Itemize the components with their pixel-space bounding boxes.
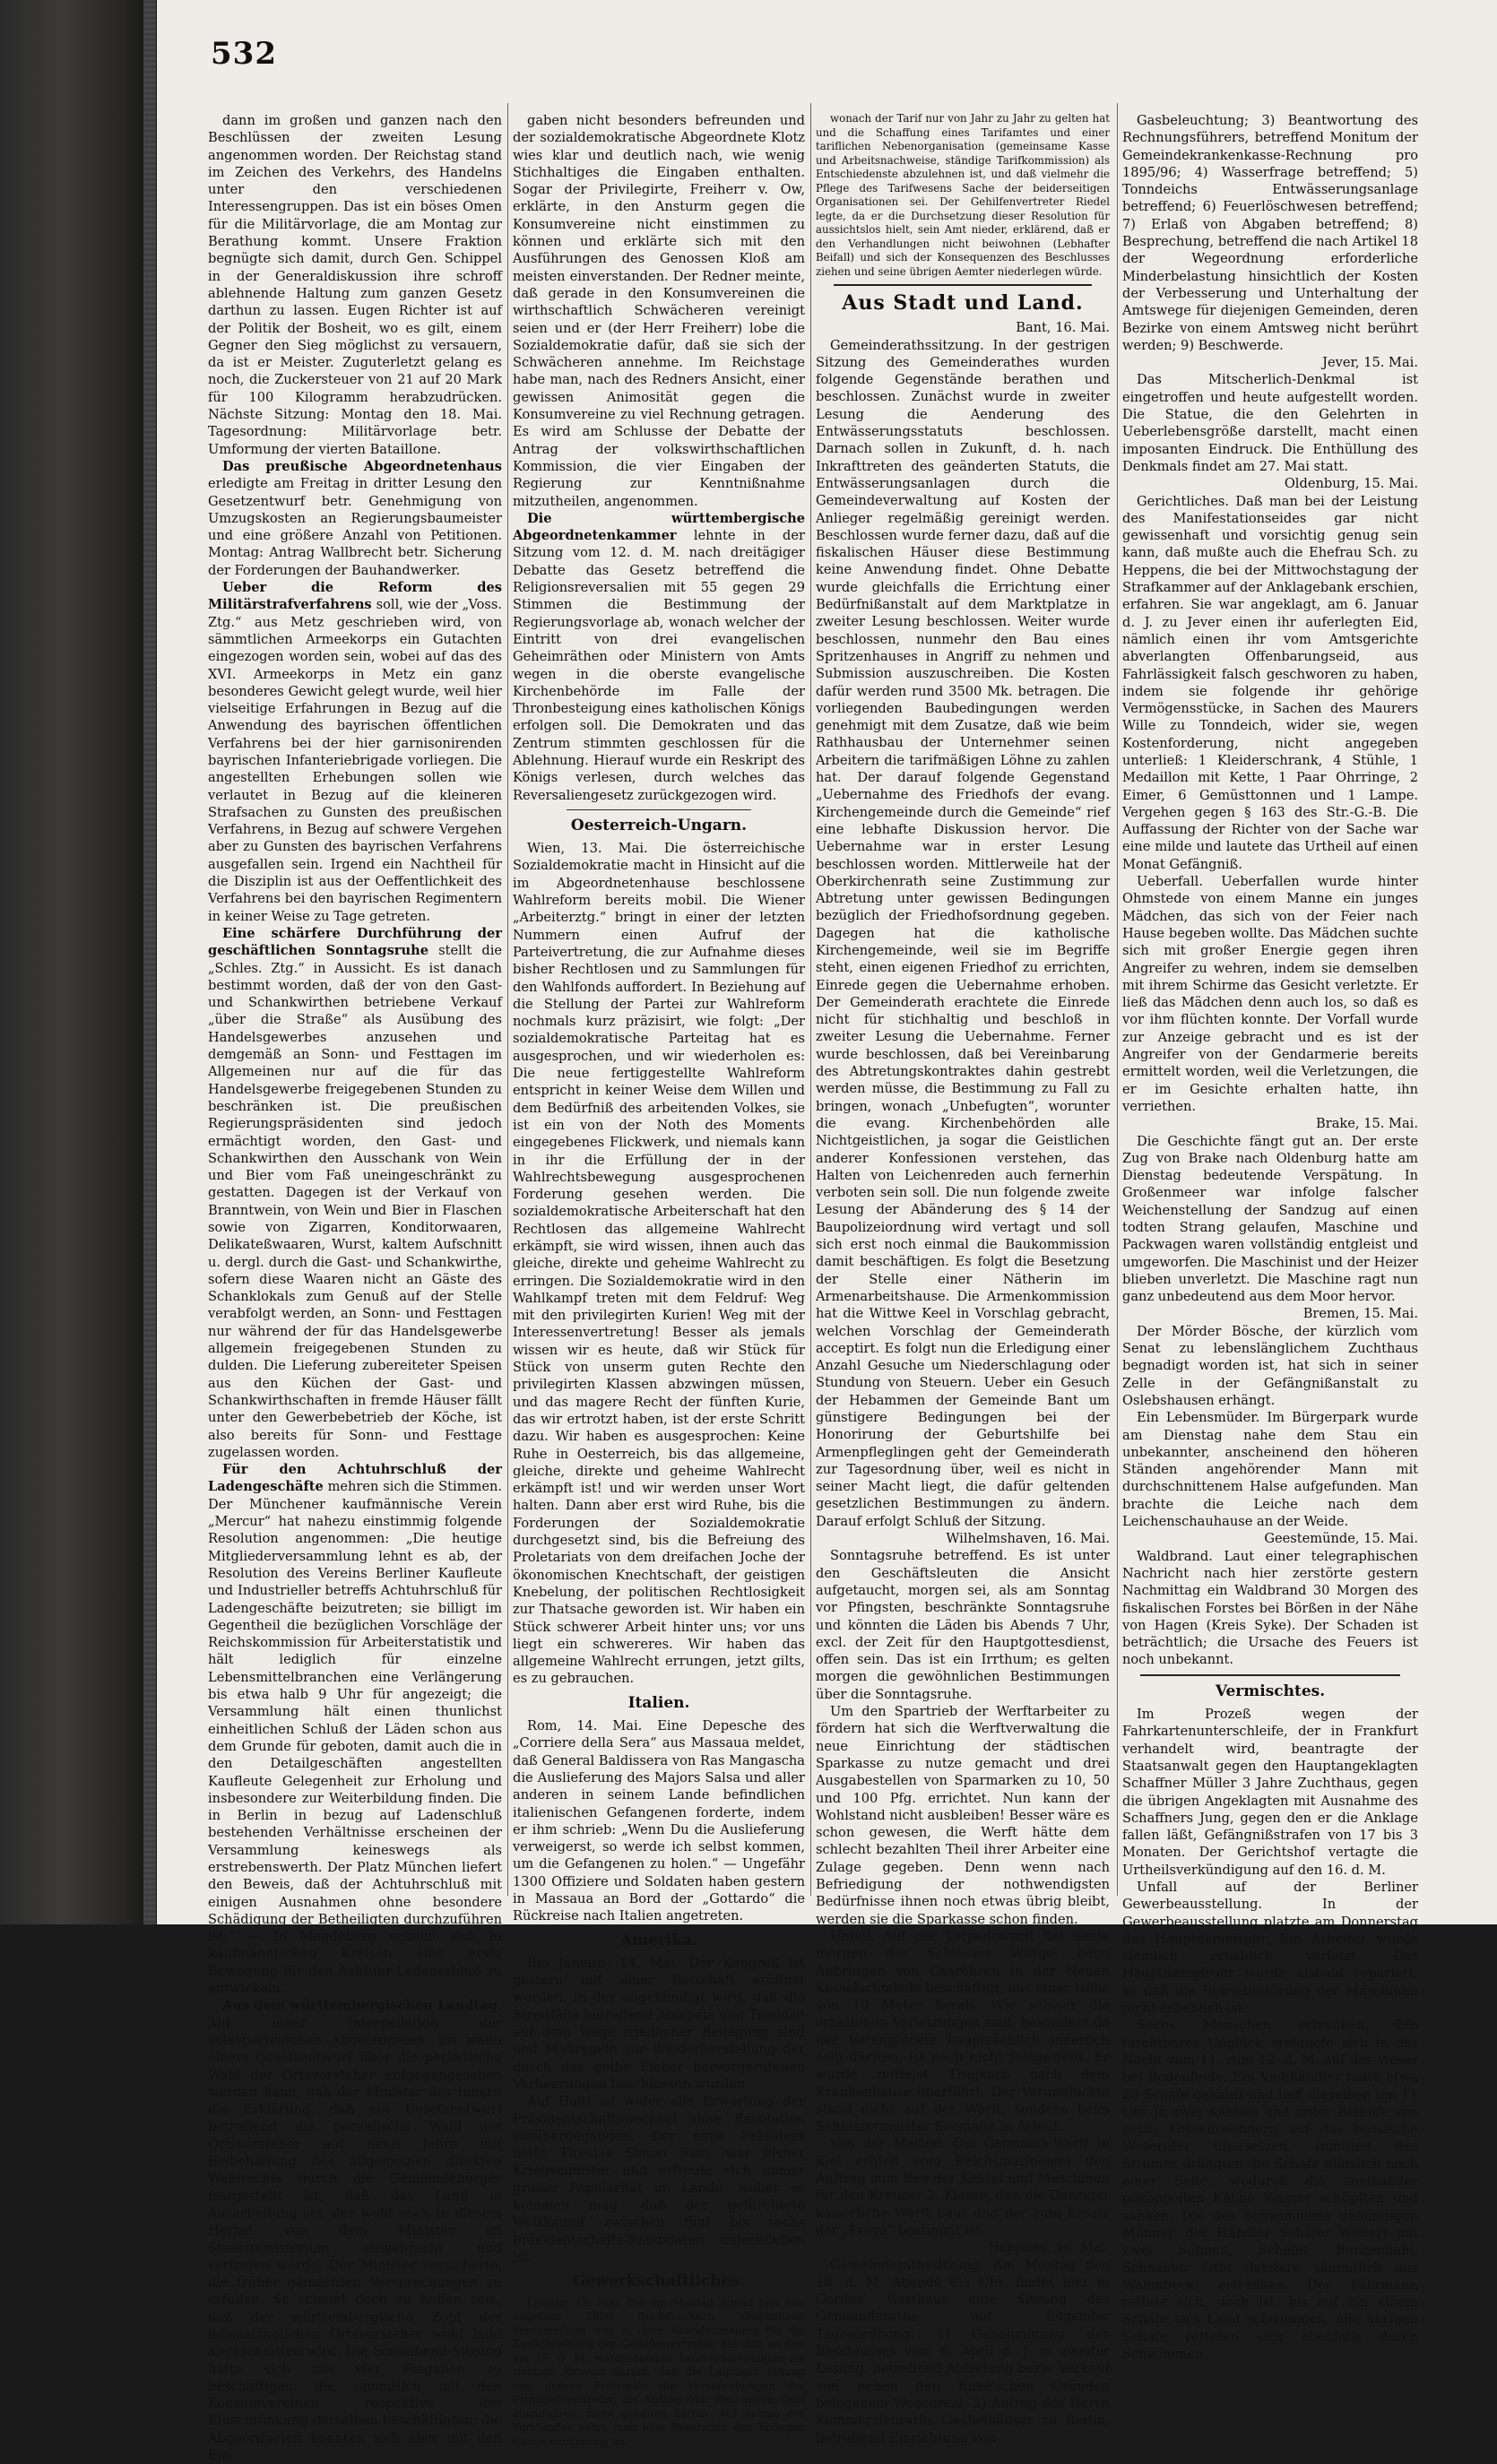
article-text: Rio Janeiro, 14. Mai. Der Kongreß ist gestern mit einer Botschaft eröffnet worden, in der angekündigt wird, daß die Streitfälle betreffend Amapala und Trinidad auf dem Wege friedlicher Beilegung sind und Maßregeln zur Wiederherstellung der durch das gelbe Fieber hervorgerufenen Verheerungen beschlossen wurden.: [513, 1955, 805, 2092]
article-text: wonach der Tarif nur von Jahr zu Jahr zu gelten hat und die Schaffung eines Tarifamtes und einer tariflichen Nebenorganisation (gemeinsame Kasse und Arbeitsnachweise, ständige Tarifkommission) als Entschiedenste abzulehnen ist, und daß vielmehr die Pflege des Tarifwesens Sache der beiderseitigen Organisationen sei. Der Gehilfenvertreter Riedel legte, da er die Durchsetzung dieser Resolution für aussichtslos hielt, sein Amt nieder, erklärend, daß er den Verhandlungen nicht beiwohnen (Lebhafter Beifall) und sich der Konsequenzen des Beschlusses ziehen und seine übrigen Aemter niederlegen würde.: [816, 112, 1110, 278]
column-2: [513, 112, 806, 2448]
article-text: Waldbrand. Laut einer telegraphischen Nachricht nach hier zerstörte gestern Nachmittag ein Waldbrand 30 Morgen des fiskalischen Forstes bei Börßen in der Nähe von Hagen (Kreis Syke). Der Schaden ist beträchtlich; die Ursache des Feuers ist noch unbekannt.: [1122, 1548, 1418, 1668]
dateline: Oldenburg, 15. Mai.: [1284, 476, 1418, 492]
article-text: Leipzig, 13. Mai. Die am Montag Abend hier von ungefähr 2000 Buchdruckern abgehaltene Versammlung war in ihrer Grundstimmung für die Zurückziehung der Gehilfenvertreter, die sich an den am 15. d. M. stattfindenden Tarifverhandlungen als richtige Antwort darauf, daß die Leipziger Innung und andere Prinzipale die Versprechungen der Prinzipalsvertreter, als Anfang Mai den neuen Tarif einzuführen, nicht gehalten hätten. Auf Antrag des Vorstandes nahm man eine Resolution des Kollegen Gasch einstimmig an,: [513, 2295, 805, 2448]
article-text: Auf einer Interpellation der volksparteilichen Abgeordneten, bis wann einem Gesetzentwurf über die periodische Wahl der Ortsvorsteher entgegengesehen werden kann, gab der Minister des Innern die Erklärung, daß ein Gesetzentwurf betreffend die periodische Wahl der Ortsvorsteher auf neun Jahre mit Beibehaltung des allgemeinen direkten Wahlrechts durch die Gemeindebürger festgestellt ist, daß das Land in Ausarbeitung sei, der wohl noch in diesem Herbst von dem Minister im Staatsministerium eingebracht und vertreten werde. Der Minister versicherte, die früher gemachten Versprechungen zu erfüllen. So scheint doch zu hoffen sein, daß der württembergische Zopf der lebenslänglichen Ortsvorsteher wohl bald abgeschnitten wird. Die Sonnabend-Sitzung hatte sich mit vier Eingaben zu beschäftigen, die sämmtlich mit den Konsumvereinen respektive der Einschränkung derselben beschäftigten; die Abgeordneten konnten sich aber mit den Ein-: [208, 2015, 502, 2464]
section-rule: [834, 284, 1092, 286]
column-rule: [507, 103, 508, 1896]
section-heading: Oesterreich-Ungarn.: [570, 816, 748, 834]
dateline: Heppens, 16. Mai.: [988, 2240, 1110, 2256]
article-text: stellt die „Schles. Ztg.“ in Aussicht. Es ist danach bestimmt worden, daß der von den Gast- und Schankwirthen betriebene Verkauf „über die Straße“ als Ausübung des Handelsgewerbes anzusehen und demgemäß an Sonn- und Festtagen im Allgemeinen nur auf die für das Handelsgewerbe freigegebenen Stunden zu beschränken ist. Die preußischen Regierungspräsidenten sind jedoch ermächtigt worden, den Gast- und Schankwirthen den Ausschank von Wein und Bier vom Faß uneingeschränkt zu gestatten. Dagegen ist der Verkauf von Branntwein, von Wein und Bier in Flaschen sowie von Zigarren, Konditorwaaren, Delikateßwaaren, Wurst, kaltem Aufschnitt u. dergl. durch die Gast- und Schankwirthe, sofern diese Waaren nicht an Gäste des Schanklokals zum Genuß auf der Stelle verabfolgt werden, an Sonn- und Festtagen nur während der für das Handelsgewerbe allgemein freigegebenen Stunden zu dulden. Die Lieferung zubereiteter Speisen aus den Küchen der Gast- und Schankwirthschaften in fremde Häuser fällt unter den Gewerbebetrieb der Köche, ist also bereits für Sonn- und Festtage zugelassen worden.: [208, 943, 503, 1460]
article-text: gaben nicht besonders befreunden und der sozialdemokratische Abgeordnete Klotz wies klar und deutlich nach, wie wenig Stichhaltiges die Eingaben enthalten. Sogar der Privilegirte, Freiherr v. Ow, erklärte, in den Ansturm gegen die Konsumvereine nicht einstimmen zu können und erklärte sich mit den Ausführungen des Genossen Kloß am meisten einverstanden. Der Redner meinte, daß gerade in den Konsumvereinen die wirthschaftlich Schwächeren vereinigt seien und er (der Herr Freiherr) lobe die Sozialdemokratie dafür, daß sie sich der Schwächeren annehme. Im Reichstage habe man, nach des Redners Ansicht, einer gewissen Animosität gegen die Konsumvereine zu viel Rechnung getragen. Es wird am Schlusse der Debatte der Antrag der volkswirthschaftlichen Kommission, die vier Eingaben der Regierung zur Kenntnißnahme mitzutheilen, angenommen.: [513, 113, 805, 509]
article-text: Wien, 13. Mai. Die österreichische Sozialdemokratie macht in Hinsicht auf die im Abgeordnetenhause beschlossene Wahlreform bereits mobil. Die Wiener „Arbeiterztg.“ bringt in einer der letzten Nummern einen Aufruf der Parteivertretung, die zur Aufnahme dieses bisher Rechtlosen und zu Sammlungen für den Wahlfonds auffordert. In Beziehung auf die Stellung der Partei zur Wahlreform nochmals kurz präzisirt, wie folgt: „Der sozialdemokratische Parteitag hat es ausgesprochen, und wir wiederholen es: Die neue fertiggestellte Wahlreform entspricht in keiner Weise dem Willen und dem Bedürfniß des arbeitenden Volkes, sie ist ein von der Noth des Moments eingegebenes Flickwerk, und niemals kann in ihr die Erfüllung der in der Wahlrechtsbewegung ausgesprochenen Forderung gesehen werden. Die sozialdemokratische Arbeiterschaft hat den Rechtlosen das allgemeine Wahlrecht erkämpft, sie wird wissen, ihnen auch das gleiche, direkte und geheime Wahlrecht zu erringen. Die Sozialdemokratie wird in den Wahlkampf treten mit dem Feldruf: Weg mit den privilegirten Kurien! Weg mit der Interessenvertretung! Besser als jemals wissen wir es heute, daß wir Stück für Stück von unserm guten Rechte den privilegirten Klassen abzwingen müssen, und das magere Recht der fünften Kurie, das wir ertrotzt haben, ist der erste Schritt dazu. Wir haben es ausgesprochen: Keine Ruhe in Oesterreich, bis das allgemeine, gleiche, direkte und geheime Wahlrecht erkämpft ist! und wir werden unser Wort halten. Dann aber erst wird Ruhe, bis die Forderungen der Sozialdemokratie durchgesetzt sind, bis die Befreiung des Proletariats von dem dreifachen Joche der ökonomischen Knechtschaft, der geistigen Knebelung, der politischen Rechtlosigkeit zur Thatsache geworden ist. Wir haben ein Stück schwerer Arbeit hinter uns; vor uns liegt ein schwereres. Wir haben das allgemeine Wahlrecht errungen, jetzt gilts, es zu gebrauchen.: [513, 841, 805, 1687]
column-1: [208, 112, 503, 2464]
dateline: Geestemünde, 15. Mai.: [1264, 1531, 1418, 1547]
section-heading: Italien.: [627, 1693, 690, 1712]
article-heading: Für den Achtuhrschluß der Ladengeschäfte: [208, 1462, 502, 1495]
article-heading: Ueber die Reform des Militärstrafverfahrens: [208, 580, 502, 613]
article-text: Von der Marine. Die Germania-Werft in Kiel erhielt vom Reichsmarineamt den Auftrag zum Bau der Kessel und Maschinen für den Kreuzer 2. Klasse, den die Danziger kaiserliche Werft baut und der zum Ersatz der „Freya“ bestimmt ist.: [816, 2136, 1110, 2238]
article-text: Sechs Menschen ertrunken. Ein furchtbares Unglück ereignete sich in der Nacht vom 11. zum 12. d. M. auf der Weser bei Bodenfelde. Ein Viehhändler hatte etwa 20 Schafe gekauft und ließ dieselben um 11 Uhr in zwei Kähnen und unter Beihilfe von sechs Ortseinwohnern auf das hessische Weserufer übersetzen. Inmitten des Stromes drängten die Schafe plötzlich nach einer Seite, wodurch die aneinander gekoppelten Kähne Wasser schöpften und sanken. Die des Schwimmens unkundigen Männer, der Händler Schäfer Wielert mit zwei Söhnen, Schäfer Bunzenbahl, Schneider Otte (letztere sämmtlich aus Wahmbeck) ertranken. Der Fährmann rettete sich, doch ist, bis auf ein einem Schafe an's Land schwimmen, alle übrigen Schafe retteten sich ebenfalls durch Schwimmen.: [1122, 2018, 1418, 2362]
article-text: Ein Lebensmüder. Im Bürgerpark wurde am Dienstag nahe dem Stau ein unbekannter, anscheinend den höheren Ständen angehörender Mann mit durchschnittenem Halse aufgefunden. Man brachte die Leiche nach dem Leichenschauhause an der Weide.: [1122, 1410, 1418, 1530]
section-heading: Gewerkschaftliches.: [573, 2272, 745, 2291]
article-heading: Die württembergische Abgeordnetenkammer: [513, 510, 805, 544]
article-text: Gemeinderathssitzung. In der gestrigen Sitzung des Gemeinderathes wurden folgende Gegenstände berathen und beschlossen. Zunächst wurde in zweiter Lesung die Aenderung des Entwässerungsstatuts beschlossen. Darnach sollen in Zukunft, d. h. nach Inkrafttreten des geänderten Statuts, die Entwässerungsanlagen durch die Gemeindeverwaltung auf Kosten der Anlieger regelmäßig gereinigt werden. Beschlossen wurde ferner dazu, daß auf die fiskalischen Häuser diese Bestimmung keine Anwendung findet. Ohne Debatte wurde gleichfalls die Errichtung einer Bedürfnißanstalt auf dem Marktplatze in zweiter Lesung beschlossen. Weiter wurde beschlossen, nunmehr den Bau eines Spritzenhauses in Angriff zu nehmen und Submission auszuschreiben. Die Kosten dafür werden rund 3500 Mk. betragen. Die vorliegenden Baubedingungen werden genehmigt mit dem Zusatze, daß wie beim Rathhausbau der Unternehmer seinen Arbeitern die tarifmäßigen Löhne zu zahlen hat. Der darauf folgende Gegenstand „Uebernahme des Friedhofs der evang. Kirchengemeinde durch die Gemeinde“ rief eine lebhafte Diskussion hervor. Die Uebernahme war in erster Lesung beschlossen worden. Mittlerweile hat der Oberkirchenrath seine Zustimmung zur Abtretung unter gewissen Bedingungen bezüglich der Friedhofsordnung gegeben. Dagegen hat die katholische Kirchengemeinde, weil sie im Begriffe steht, einen eigenen Friedhof zu errichten, Einrede gegen die Uebernahme erhoben. Der Gemeinderath erachtete die Einrede nicht für stichhaltig und beschloß in zweiter Lesung die Uebernahme. Ferner wurde beschlossen, daß bei Vereinbarung des Abtretungskontraktes dahin gestrebt werden müsse, die Bestimmung zu Fall zu bringen, wonach „Unbefugten“, worunter die evang. Kirchenbehörden alle Nichtgeistlichen, ja sogar die Geistlichen anderer Konfessionen verstehen, das Halten von Leichenreden auch fernerhin verboten sein soll. Die nun folgende zweite Lesung der Abänderung des § 14 der Baupolizeiordnung wird vertagt und soll sich erst noch einmal die Baukommission damit beschäftigen. Es folgt die Besetzung der Stelle einer Nätherin im Armenarbeitshause. Die Armenkommission hat die Wittwe Keel in Vorschlag gebracht, welchen Vorschlag der Gemeinderath acceptirt. Es folgt nun die Erledigung einer Anzahl Gesuche um Niederschlagung oder Stundung von Steuern. Ueber ein Gesuch der Hebammen der Gemeinde Bant um günstigere Bedingungen bei der Honorirung der Geburtshilfe bei Armenpfleglingen geht der Gemeinderath zur Tagesordnung über, weil es nicht in seiner Macht liegt, die dafür geltenden gesetzlichen Bestimmungen zu ändern. Darauf erfolgt Schluß der Sitzung.: [816, 337, 1110, 1529]
article-text: Um den Spartrieb der Werftarbeiter zu fördern hat sich die Werftverwaltung die neue Einrichtung der städtischen Sparkasse zu nutze gemacht und drei Ausgabestellen von Sparmarken zu 10, 50 und 100 Pfg. errichtet. Nun kann der Wohlstand nicht ausbleiben! Besser wäre es schon gewesen, die Werft hätte dem schlecht bezahlten Theil ihrer Arbeiter eine Zulage gegeben. Denn wenn nach Befriedigung der nothwendigsten Bedürfnisse ihnen noch etwas übrig bleibt, werden sie die Sparkasse schon finden.: [816, 1704, 1110, 1927]
article-text: mehren sich die Stimmen. Der Münchener kaufmännische Verein „Mercur“ hat nahezu einstimmig folgende Resolution angenommen: „Die heutige Mitgliederversammlung lehnt es ab, der Resolution des Vereins Berliner Kaufleute und Industrieller betreffs Achtuhrschluß für Ladengeschäfte beizutreten; sie billigt im Gegentheil die bezüglichen Vorschläge der Reichskommission für Arbeiterstatistik und hält lediglich für einzelne Lebensmittelbranchen eine Verlängerung bis etwa halb 9 Uhr für angezeigt; die Versammlung hält einen thunlichst einheitlichen Schluß der Läden schon aus dem Grunde für geboten, damit auch die in den Detailgeschäften angestellten Kaufleute Gelegenheit zur Erholung und insbesondere zur Weiterbildung finden. Die in Berlin in bezug auf Ladenschluß bestehenden Verhältnisse erscheinen der Versammlung keineswegs als erstrebenswerth. Der Platz München liefert den Beweis, daß der Achtuhrschluß mit einigen Ausnahmen ohne besondere Schädigung der Betheiligten durchzuführen ist.“ — In Magdeburg scheint sich in kaufmännischen Kreisen eine erste Bewegung für den Achtuhr-Ladenschluß zu entwickeln.: [208, 1479, 503, 1997]
dateline: Bant, 16. Mai.: [1016, 320, 1110, 336]
article-text: Unfall auf der Berliner Gewerbeausstellung. In der Gewerbeausstellung platzte am Donnerstag das Hauptdampfrohr. Ein Arbeiter wurde ziemlich erheblich verletzt. Das Hauptdampfrohr wurde alsbald repariert, so daß die Betriebsstörung der Maschinen nicht erheblich ist.: [1122, 1879, 1418, 2017]
article-heading: Aus dem württembergischen Landtag.: [222, 1998, 502, 2014]
article-heading: Eine schärfere Durchführung der geschäftlichen Sonntagsruhe: [208, 925, 502, 959]
dateline: Brake, 15. Mai.: [1316, 1116, 1418, 1132]
book-binding: [0, 0, 157, 1924]
article-text: Auf Haiti ist wider alle Erwartung der Präsidentschaftswechsel ohne Revolution vorübergegangen. Der neue Präsident heißt Tiresias Simon Sam, war bisher Kriegsminister und erfreute sich immer großer Popularität im Lande, woher es kommen mag, daß der gefürchtete Wettkampf zwischen fünf bis sechs Präsidentschafts-Kandidaten unterblieben ist.: [513, 2094, 805, 2265]
article-text: Im Prozeß wegen der Fahrkartenunterschleife, der in Frankfurt verhandelt wird, beantragte der Staatsanwalt gegen den Hauptangeklagten Schaffner Müller 3 Jahre Zuchthaus, gegen die übrigen Angeklagten mit Ausnahme des Schaffners Jung, gegen den er die Anklage fallen läßt, Gefängnißstrafen von 17 bis 3 Monaten. Der Gerichtshof vertagte die Urtheilsverkündigung auf den 16. d. M.: [1122, 1707, 1418, 1878]
section-heading: Amerika.: [619, 1931, 698, 1950]
article-text: Das Mitscherlich-Denkmal ist eingetroffen und heute aufgestellt worden. Die Statue, die den Gelehrten in Ueberlebensgröße darstellt, macht einen imposanten Eindruck. Die Enthüllung des Denkmals findet am 27. Mai statt.: [1122, 372, 1418, 474]
article-heading: Das preußische Abgeordnetenhaus: [222, 458, 502, 474]
section-rule: [1140, 1674, 1400, 1676]
article-text: Der Mörder Bösche, der kürzlich vom Senat zu lebenslänglichem Zuchthaus begnadigt worden ist, hat sich in seiner Zelle in der Gefängnißanstalt zu Oslebshausen erhängt.: [1122, 1323, 1418, 1408]
article-text: Ueberfall. Ueberfallen wurde hinter Ohmstede von einem Manne ein junges Mädchen, das sich von der Feier nach Hause begeben wollte. Das Mädchen suchte sich mit großer Energie gegen ihren Angreifer zu wehren, indem sie demselben mit ihrem Schirme das Gesicht verletzte. Er ließ das Mädchen denn auch los, so daß es vor ihm flüchten konnte. Der Vorfall wurde zur Anzeige gebracht und es ist der Angreifer von der Gendarmerie bereits ermittelt worden, weil die Verletzungen, die er im Gesichte erhalten hatte, ihn verriethen.: [1122, 874, 1418, 1114]
article-text: Gasbeleuchtung; 3) Beantwortung des Rechnungsführers, betreffend Monitum der Gemeindekrankenkasse-Rechnung pro 1895/96; 4) Wasserfrage betreffend; 5) Tonndeichs Entwässerungsanlage betreffend; 6) Feuerlöschwesen betreffend; 7) Erlaß von Abgaben betreffend; 8) Besprechung, betreffend die nach Artikel 18 der Wegeordnung erforderliche Minderbelastung hinsichtlich der Kosten der Verbesserung und Unterhaltung der Amtswege für diejenigen Gemeinden, deren Bezirke von einem Amtsweg nicht berührt werden; 9) Beschwerde.: [1122, 113, 1418, 353]
column-4: [1122, 112, 1418, 2362]
dateline: Wilhelmshaven, 16. Mai.: [946, 1531, 1110, 1547]
section-rule: [567, 809, 751, 810]
dateline: Bremen, 15. Mai.: [1302, 1306, 1418, 1322]
article-text: Gerichtliches. Daß man bei der Leistung des Manifestationseides gar nicht gewissenhaft und vorsichtig genug sein kann, daß mußte auch die Ehefrau Sch. zu Heppens, die bei der Mittwochstagung der Strafkammer auf der Anklagebank erschien, erfahren. Sie war angeklagt, am 6. Januar d. J. zu Jever einen ihr auferlegten Eid, nämlich einen ihr vom Amtsgerichte abverlangten Offenbarungseid, aus Fahrlässigkeit falsch geschworen zu haben, indem sie folgende ihr gehörige Vermögensstücke, in Sachen des Maurers Wille zu Tonndeich, wider sie, wegen Kostenforderung, nicht angegeben unterließ: 1 Kleiderschrank, 4 Stühle, 1 Medaillon mit Kette, 1 Paar Ohrringe, 2 Eimer, 6 Gemüsttonnen und 1 Lampe. Vergehen gegen § 163 des Str.-G.-B. Die Auffassung der Richter von der Sache war eine milde und lautete das Urtheil auf einen Monat Gefängniß.: [1122, 493, 1418, 872]
binding-edge: [143, 0, 156, 1924]
column-3: [816, 112, 1110, 2446]
article-text: Sonntagsruhe betreffend. Es ist unter den Geschäftsleuten die Ansicht aufgetaucht, morgen sei, als am Sonntag vor Pfingsten, beschränkte Sonntagsruhe und könnten die Läden bis Abends 7 Uhr, excl. der Zeit für den Hauptgottesdienst, offen sein. Das ist ein Irrthum; es gelten morgen die gewöhnlichen Bestimmungen über die Sonntagsruhe.: [816, 1548, 1110, 1702]
article-text: lehnte in der Sitzung vom 12. d. M. nach dreitägiger Debatte das Gesetz betreffend die Religionsreversalien mit 55 gegen 29 Stimmen die Bestimmung der Regierungsvorlage ab, wonach welcher der Eintritt von drei evangelischen Geheimräthen oder Ministern von Amts wegen in die oberste evangelische Kirchenbehörde im Falle der Thronbesteigung eines katholischen Königs erfolgen soll. Die Demokraten und das Zentrum stimmten geschlossen für die Ablehnung. Hierauf wurde ein Reskript des Königs verlesen, durch welches das Reversaliengesetz zurückgezogen wird.: [513, 528, 806, 803]
column-rule: [810, 103, 811, 1896]
page-number: 532: [211, 36, 277, 72]
article-text: Die Geschichte fängt gut an. Der erste Zug von Brake nach Oldenburg hatte am Dienstag bedeutende Verspätung. In Großenmeer war infolge falscher Weichenstellung der Sandzug auf einen todten Strang gelaufen, Maschine und Packwagen waren vollständig entgleist und umgeworfen. Die Maschinist und der Heizer blieben unverletzt. Die Maschine ragt nun ganz unbedeutend aus dem Moor hervor.: [1122, 1133, 1418, 1305]
column-rule: [1117, 103, 1118, 1896]
section-heading: Vermischtes.: [1215, 1682, 1326, 1700]
article-text: dann im großen und ganzen nach den Beschlüssen der zweiten Lesung angenommen worden. Der Reichstag stand im Zeichen des Verkehrs, des Handelns unter den verschiedenen Interessengruppen. Das ist ein böses Omen für die Militärvorlage, die am Montag zur Berathung kommt. Unsere Fraktion begnügte sich damit, durch Gen. Schippel in der Generaldiskussion ihre schroff ablehnende Haltung zum ganzen Gesetz darthun zu lassen. Eugen Richter ist auf der Politik der Bosheit, wo es gilt, einem Gegner den Sieg möglichst zu versauern, da ist er Meister. Zuguterletzt gelang es noch, die Zuckersteuer von 21 auf 20 Mark für 100 Kilogramm herabzudrücken. Nächste Sitzung: Montag den 18. Mai. Tagesordnung: Militärvorlage betr. Umformung der vierten Bataillone.: [208, 113, 502, 457]
section-heading: Aus Stadt und Land.: [842, 291, 1084, 315]
article-text: Gemeinderathssitzung. Am Montag den 18. d. M. Abends 8½ Uhr, findet hier in Gerdes' Gasthaus eine Sitzung des Gemeinderaths mit folgender Tagesordnung: 1) Genehmigung des Beschlusses vom 8. April d. J. in zweiter Lesung, betreffend Abtretung bezw. Verkauf von neben den Enke'schen Gründen belegenem Wegeareal; 2) Antrag des Herrn Kommerzienraths Oechelhäuser zu Berlin, betreffend Einrichtung von: [816, 2257, 1110, 2446]
article-text: erledigte am Freitag in dritter Lesung den Gesetzentwurf betr. Genehmigung von Umzugskosten an Regierungsbaumeister und eine größere Anzahl von Petitionen. Montag: Antrag Wallbrecht betr. Sicherung der Forderungen der Bauhandwerker.: [208, 476, 502, 578]
article-text: soll, wie der „Voss. Ztg.“ aus Metz geschrieben wird, von sämmtlichen Armeekorps ein Gutachten eingezogen worden sein, wobei auf das des XVI. Armeekorps in Metz ein ganz besonderes Gewicht gelegt wurde, weil hier vielseitige Erfahrungen in Bezug auf die Anwendung des bayrischen öffentlichen Verfahrens bei der hier garnisonirenden bayrischen Infanteriebrigade vorliegen. Die angestellten Erhebungen sollen wie verlautet in Bezug auf die kleineren Strafsachen zu Gunsten des preußischen Verfahrens, in Bezug auf schwere Vergehen aber zu Gunsten des bayrischen Verfahrens ausgefallen sein. Irgend ein Nachtheil für die Disziplin ist aus der Oeffentlichkeit des Verfahrens bei den bayrischen Regimentern in keiner Weise zu Tage getreten.: [208, 597, 503, 924]
dateline: Jever, 15. Mai.: [1322, 355, 1418, 371]
article-text: Rom, 14. Mai. Eine Depesche des „Corriere della Sera“ aus Massaua meldet, daß General Baldissera von Ras Mangascha die Auslieferung des Majors Salsa und aller anderen in seinem Lande befindlichen italienischen Gefangenen forderte, indem er ihm schrieb: „Wenn Du die Auslieferung verweigerst, so werde ich selbst kommen, um die Gefangenen zu holen.“ — Ungefähr 1300 Offiziere und Soldaten haben gestern in Massaua an Bord der „Gottardo“ die Rückreise nach Italien angetreten.: [513, 1718, 805, 1924]
article-text: Unfall. Auf der Torpedowerft fiel heute morgen der Schlosser Wittge, beim Anbringen von Gasröhren in der Neuen Kesselschmiede beschäftigt, aus einer Höhe von 10 Meter herab. Wie schwer die erhaltenen Verletzungen sind, besonders da der Verunglückte hauptsächlich innerlich sein dürften, ist noch nicht festgestellt. Er wurde mittelst Tragkorb nach dem Krankenhause überführt. Der Verunglückte stand nicht auf der Werft, sondern beim Schlossermeister Seemann in Arbeit.: [816, 1928, 1110, 2135]
